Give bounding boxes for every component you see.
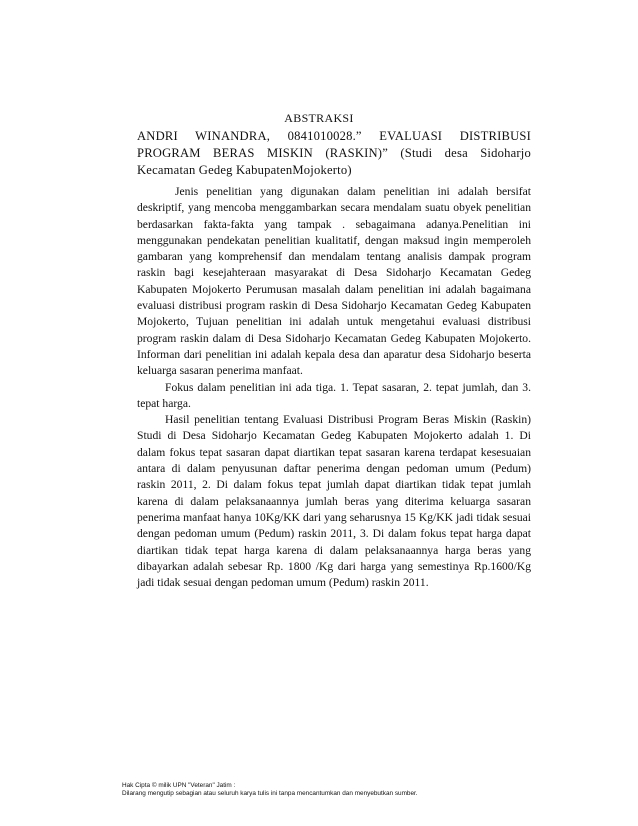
abstract-body xyxy=(137,184,531,591)
copyright-line: Hak Cipta © milik UPN "Veteran" Jatim : xyxy=(122,782,236,789)
paragraph-methodology: Jenis penelitian yang digunakan dalam penelitian ini adalah bersifat deskriptif, yang mencoba menggambarkan secara mendalam suatu obyek penelitian berdasarkan fakta-fakta yang tampak . sebagaimana adanya.Penelitian ini menggunakan pendekatan penelitian kualitatif, dengan maksud ingin memperoleh gambaran yang komprehensif dan mendalam tentang analisis dampak program raskin bagi kesejahteraan masyarakat di Desa Sidoharjo Kecamatan Gedeg Kabupaten Mojokerto Perumusan masalah dalam penelitian ini adalah bagaimana evaluasi distribusi program raskin di Desa Sidoharjo Kecamatan Gedeg Kabupaten Mojokerto, Tujuan penelitian ini adalah untuk mengetahui evaluasi distribusi program raskin dalam di Desa Sidoharjo Kecamatan Gedeg Kabupaten Mojokerto. Informan dari penelitian ini adalah kepala desa dan aparatur desa Sidoharjo beserta keluarga sasaran penerima manfaat. xyxy=(137,185,531,378)
paragraph-results: Hasil penelitian tentang Evaluasi Distribusi Program Beras Miskin (Raskin) Studi di Desa Sidoharjo Kecamatan Gedeg Kabupaten Mojokerto adalah 1. Di dalam fokus tepat sasaran dapat diartikan tepat sasaran karena terdapat kesesuaian antara di dalam penyusunan daftar penerima dengan pedoman umum (Pedum) raskin 2011, 2. Di dalam fokus tepat jumlah dapat diartikan tidak tepat jumlah karena di dalam pelaksanaannya jumlah beras yang diterima keluarga sasaran penerima manfaat hanya 10Kg/KK dari yang seharusnya 15 Kg/KK jadi tidak sesuai dengan pedoman umum (Pedum) raskin 2011, 3. Di dalam fokus tepat harga dapat diartikan tidak tepat harga karena di dalam pelaksanaannya harga beras yang dibayarkan adalah sebesar Rp. 1800 /Kg dari harga yang semestinya Rp.1600/Kg jadi tidak sesuai dengan pedoman umum (Pedum) raskin 2011. xyxy=(137,413,531,590)
paragraph-focus: Fokus dalam penelitian ini ada tiga. 1. Tepat sasaran, 2. tepat jumlah, dan 3. tepat harga. xyxy=(137,380,531,410)
author-title-heading: ANDRI WINANDRA, 0841010028.” EVALUASI DISTRIBUSI PROGRAM BERAS MISKIN (RASKIN)” (Studi desa Sidoharjo Kecamatan Gedeg KabupatenMojokerto) xyxy=(137,129,531,177)
abstract-title: ABSTRAKSI xyxy=(284,111,354,125)
copyright-footer xyxy=(122,782,542,798)
citation-notice-line: Dilarang mengutip sebagian atau seluruh karya tulis ini tanpa mencantumkan dan menyebutkan sumber. xyxy=(122,790,418,797)
